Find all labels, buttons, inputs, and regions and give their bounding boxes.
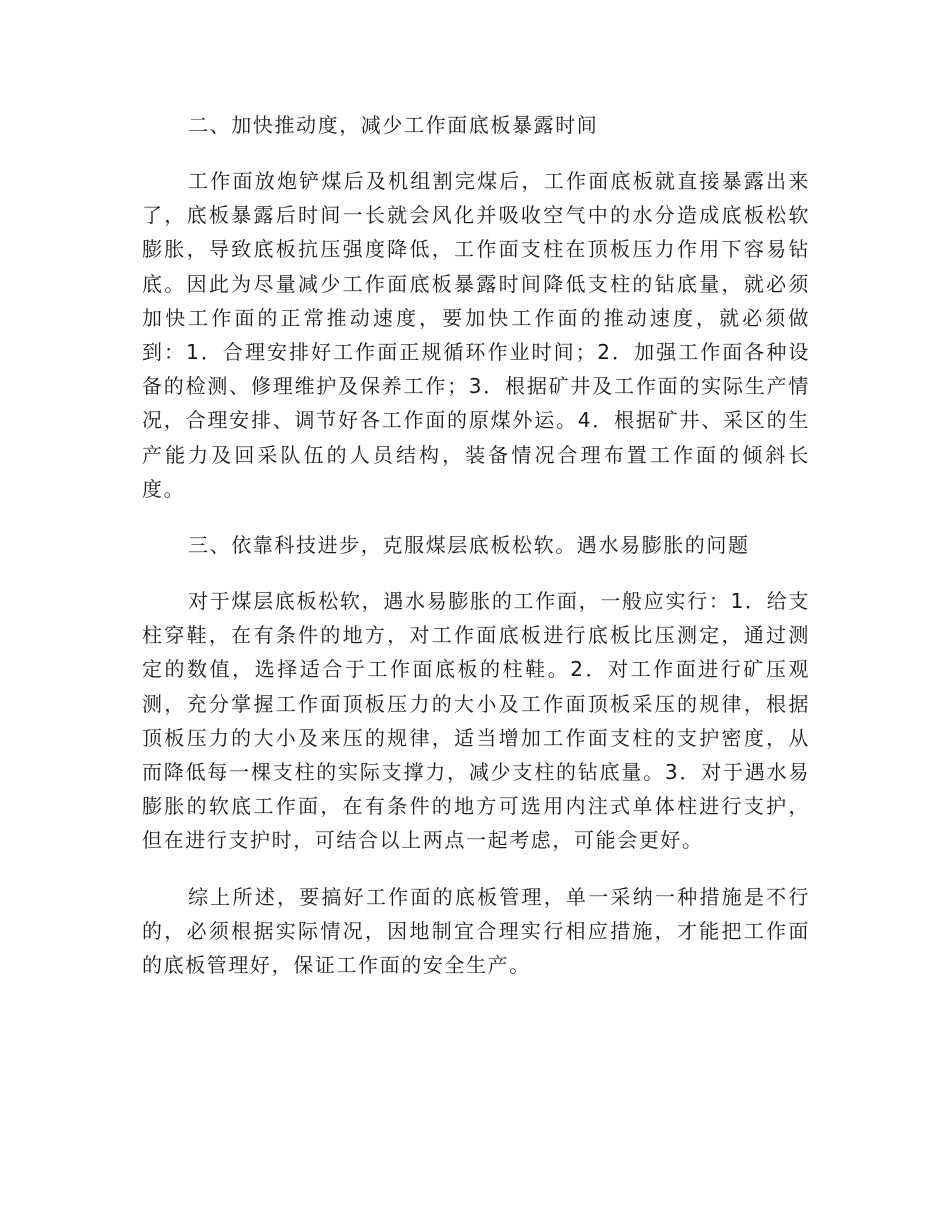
- document-body: [142, 108, 810, 982]
- conclusion-paragraph: 综上所述，要搞好工作面的底板管理，单一采纳一种措施是不行的，必须根据实际情况，因地制宜合理实行相应措施，才能把工作面的底板管理好，保证工作面的安全生产。: [142, 884, 810, 978]
- section-2-heading: 二、加快推动度，减少工作面底板暴露时间: [188, 113, 599, 137]
- section-3-paragraph: 对于煤层底板松软，遇水易膨胀的工作面，一般应实行：1．给支柱穿鞋，在有条件的地方，对工作面底板进行底板比压测定，通过测定的数值，选择适合于工作面底板的柱鞋。2．对工作面进行矿压观测，充分掌握工作面顶板压力的大小及工作面顶板采压的规律，根据顶板压力的大小及来压的规律，适当增加工作面支柱的支护密度，从而降低每一棵支柱的实际支撑力，减少支柱的钻底量。3．对于遇水易膨胀的软底工作面，在有条件的地方可选用内注式单体柱进行支护，但在进行支护时，可结合以上两点一起考虑，可能会更好。: [142, 589, 810, 853]
- section-3-heading: 三、依靠科技进步，克服煤层底板松软。遇水易膨胀的问题: [188, 533, 750, 558]
- section-2-paragraph: 工作面放炮铲煤后及机组割完煤后，工作面底板就直接暴露出来了，底板暴露后时间一长就会风化并吸收空气中的水分造成底板松软膨胀，导致底板抗压强度降低，工作面支柱在顶板压力作用下容易钻底。因此为尽量减少工作面底板暴露时间降低支柱的钻底量，就必须加快工作面的正常推动速度，要加快工作面的推动速度，就必须做到：1．合理安排好工作面正规循环作业时间；2．加强工作面各种设备的检测、修理维护及保养工作；3．根据矿井及工作面的实际生产情况，合理安排、调节好各工作面的原煤外运。4．根据矿井、采区的生产能力及回采队伍的人员结构，装备情况合理布置工作面的倾斜长度。: [142, 169, 810, 501]
